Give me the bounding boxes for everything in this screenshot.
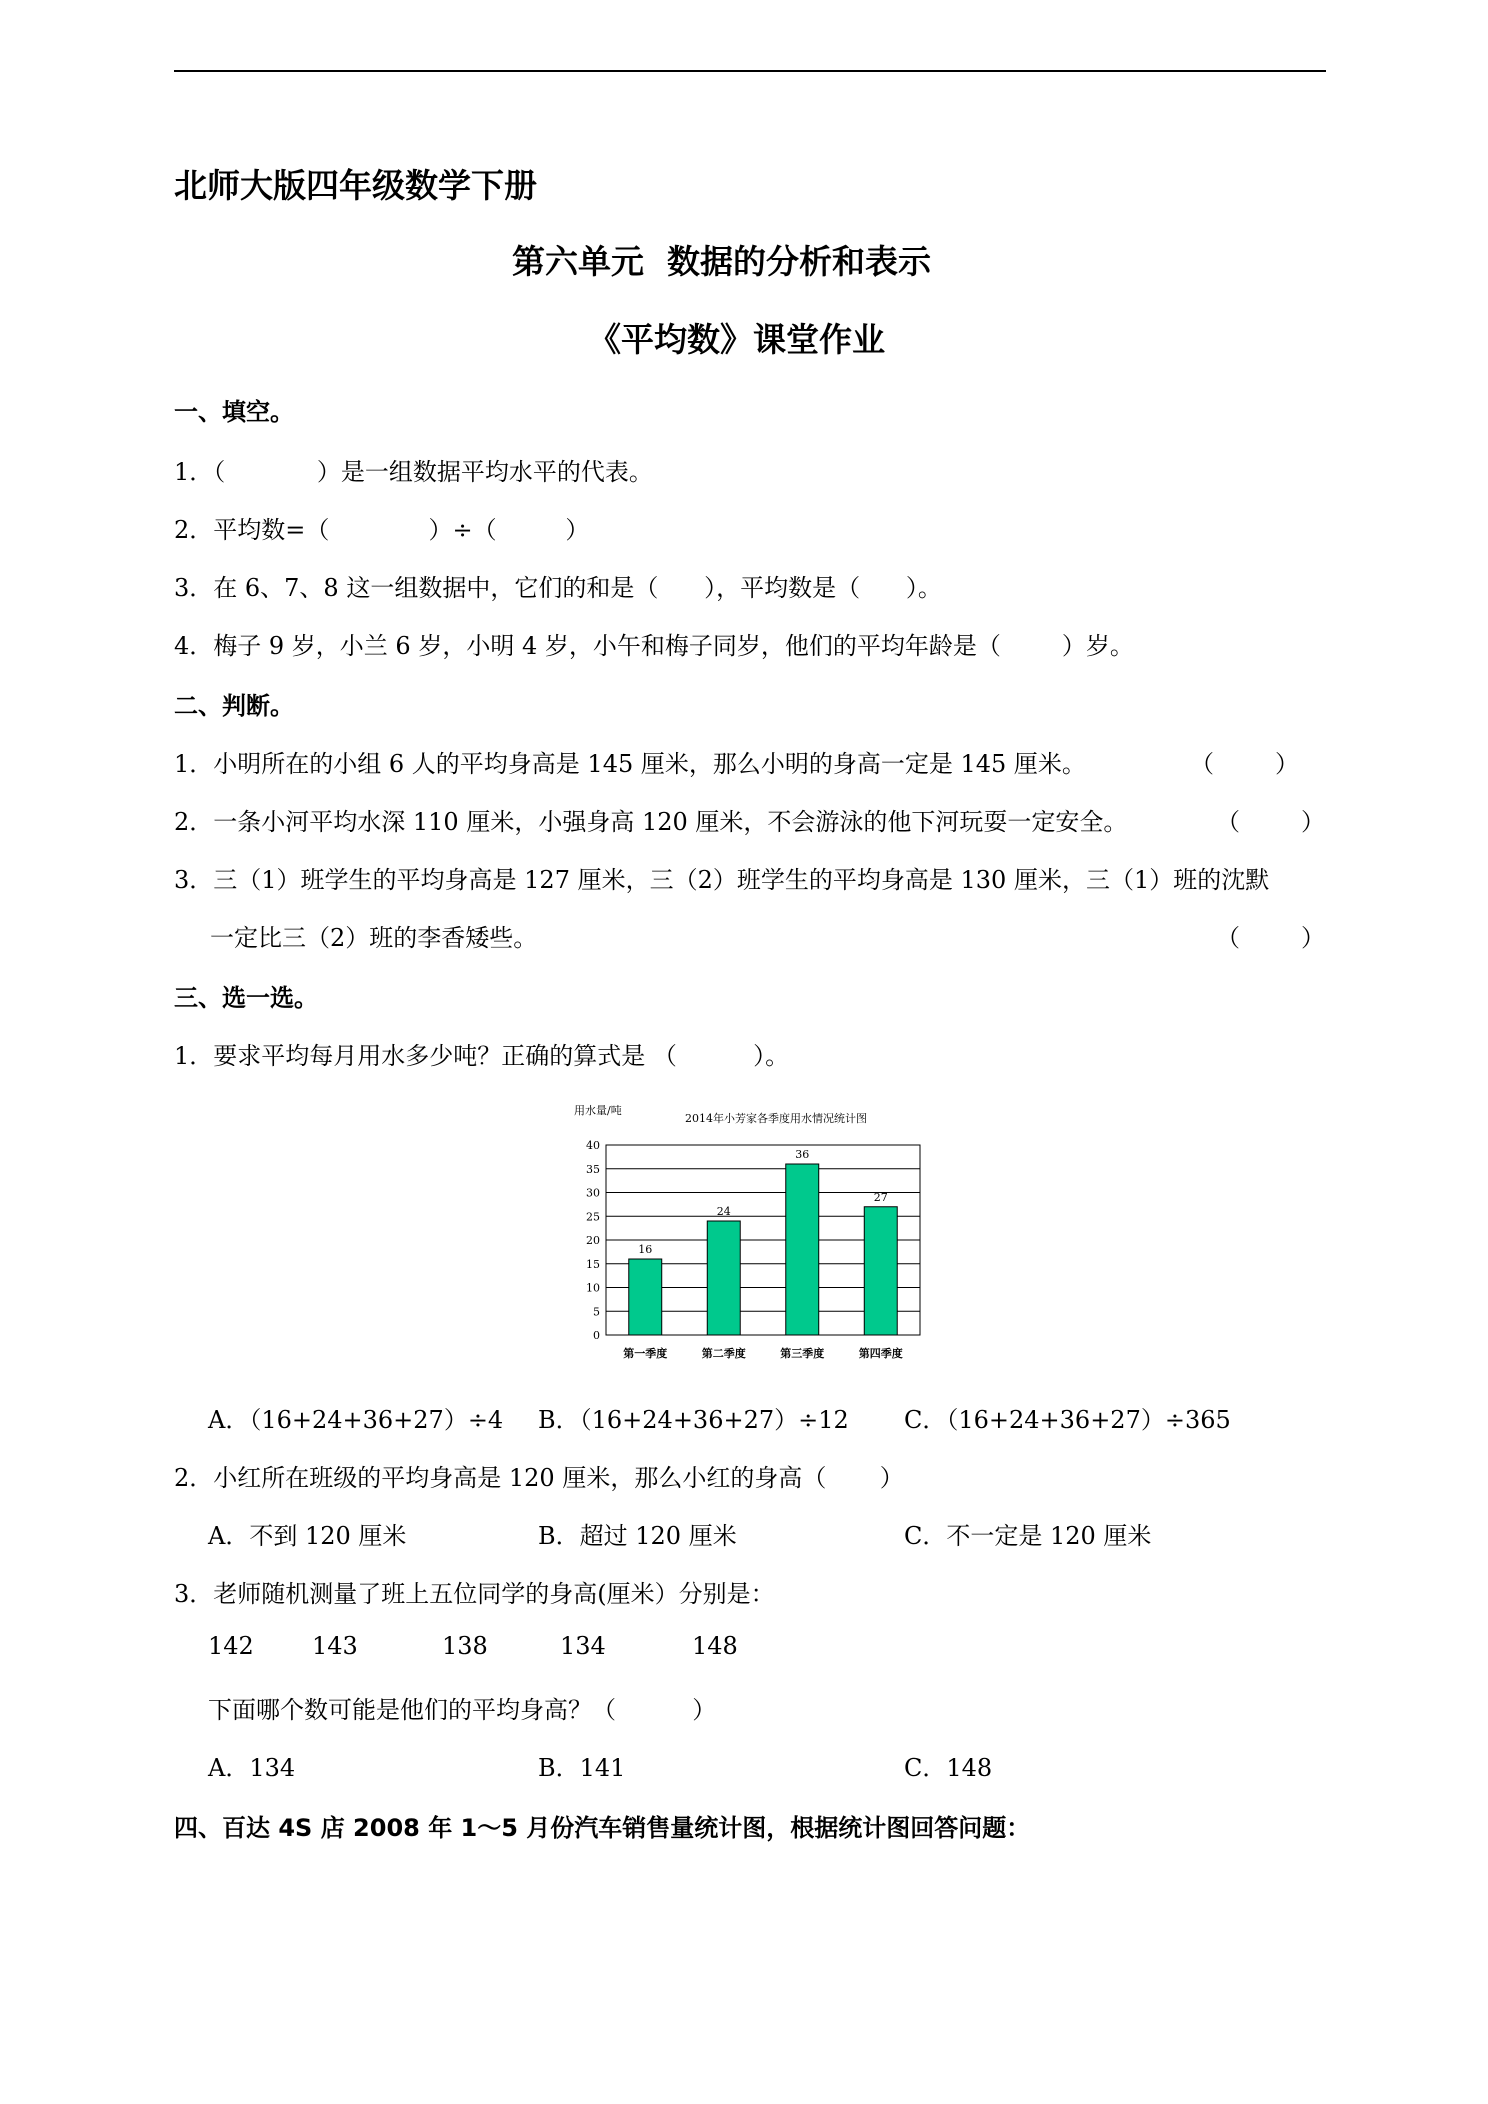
unit-title: 第六单元 数据的分析和表示 [512,242,931,281]
y-tick-label-5: 5 [593,1305,600,1319]
choice-question-2: 2．小红所在班级的平均身高是 120 厘米，那么小红的身高（ ） [174,1464,904,1492]
section-heading-judge: 二、判断。 [174,692,294,720]
y-tick-label-25: 25 [586,1210,600,1224]
fill-question-1: 1．（ ）是一组数据平均水平的代表。 [174,458,653,486]
data-label-3: 36 [795,1148,810,1161]
choice-3-option-a: A．134 [208,1754,296,1782]
fill-question-2: 2．平均数=（ ）÷（ ） [174,516,590,544]
choice-3-option-b: B．141 [538,1754,626,1782]
bar-3 [786,1164,819,1335]
x-tick-label-3: 第三季度 [780,1347,825,1360]
choice-1-option-c: C．（16+24+36+27）÷365 [904,1406,1231,1434]
data-label-4: 27 [873,1190,888,1204]
height-value-2: 143 [312,1632,358,1660]
choice-question-3: 3．老师随机测量了班上五位同学的身高(厘米）分别是： [174,1580,775,1608]
section-heading-fill-blank: 一、填空。 [174,398,294,426]
judge-question-1: 1．小明所在的小组 6 人的平均身高是 145 厘米，那么小明的身高一定是 145 厘米。 [174,750,1086,778]
fill-question-3: 3．在 6、7、8 这一组数据中，它们的和是（ ），平均数是（ ）。 [174,574,942,602]
section-heading-choice: 三、选一选。 [174,984,318,1012]
judge-answer-2: （ ） [1216,808,1326,836]
y-tick-label-0: 0 [593,1329,600,1342]
bar-2 [707,1221,740,1335]
y-tick-label-30: 30 [586,1186,600,1200]
chart-title: 2014年小芳家各季度用水情况统计图 [685,1112,867,1125]
water-usage-bar-chart [556,1100,936,1382]
bar-1 [629,1259,662,1335]
x-tick-label-1: 第一季度 [623,1347,668,1360]
judge-question-3-line1: 3．三（1）班学生的平均身高是 127 厘米，三（2）班学生的平均身高是 130 厘米，三（1）班的沈默 [174,866,1270,894]
height-value-4: 134 [560,1632,606,1660]
judge-question-3-line2: 一定比三（2）班的李香矮些。 [210,924,538,952]
judge-answer-1: （ ） [1190,750,1300,778]
judge-answer-3: （ ） [1216,924,1326,952]
choice-1-option-b: B．（16+24+36+27）÷12 [538,1406,849,1434]
choice-1-option-a: A．（16+24+36+27）÷4 [208,1406,504,1434]
fill-question-4: 4．梅子 9 岁，小兰 6 岁，小明 4 岁，小午和梅子同岁，他们的平均年龄是（ ）岁。 [174,632,1134,660]
y-tick-label-35: 35 [586,1162,600,1176]
y-tick-label-40: 40 [586,1139,600,1152]
header-rule [174,70,1326,72]
choice-2-option-c: C．不一定是 120 厘米 [904,1522,1152,1550]
choice-question-1: 1．要求平均每月用水多少吨？正确的算式是 （ ）。 [174,1042,790,1070]
section-heading-chart-question: 四、百达 4S 店 2008 年 1～5 月份汽车销售量统计图，根据统计图回答问题： [174,1814,1031,1842]
bar-4 [864,1207,897,1335]
choice-question-3-prompt: 下面哪个数可能是他们的平均身高？（ ） [208,1696,717,1724]
x-tick-label-2: 第二季度 [701,1347,746,1360]
data-label-1: 16 [638,1243,653,1256]
y-tick-label-15: 15 [586,1257,600,1271]
judge-question-2: 2．一条小河平均水深 110 厘米，小强身高 120 厘米，不会游泳的他下河玩耍一定安全。 [174,808,1128,836]
height-value-5: 148 [692,1632,738,1660]
height-value-3: 138 [442,1632,488,1660]
height-value-1: 142 [208,1632,254,1660]
choice-2-option-a: A．不到 120 厘米 [208,1522,407,1550]
y-tick-label-20: 20 [586,1234,600,1247]
x-tick-label-4: 第四季度 [858,1347,903,1360]
lesson-title: 《平均数》课堂作业 [588,320,885,359]
y-tick-label-10: 10 [586,1281,600,1295]
book-title: 北师大版四年级数学下册 [174,166,537,205]
choice-3-option-c: C．148 [904,1754,993,1782]
choice-2-option-b: B．超过 120 厘米 [538,1522,737,1550]
y-axis-label: 用水量/吨 [574,1104,622,1117]
data-label-2: 24 [716,1205,731,1218]
